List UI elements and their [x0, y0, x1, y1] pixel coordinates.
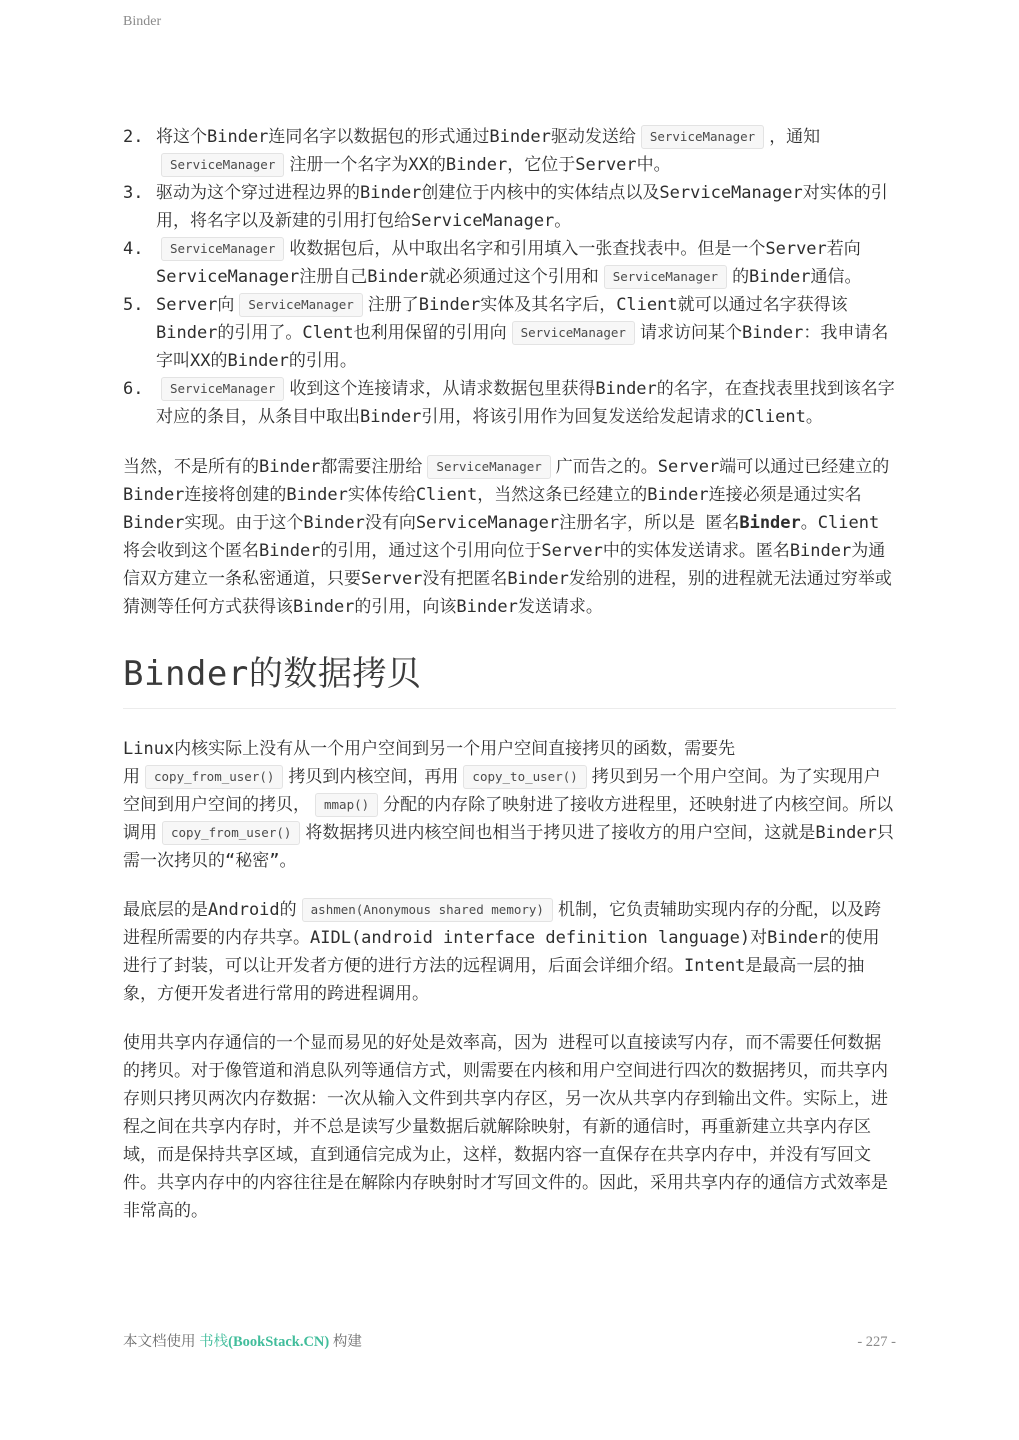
inline-code-chip: ServiceManager	[239, 293, 362, 317]
inline-code-chip: ServiceManager	[161, 153, 284, 177]
list-item-marker: 3.	[123, 183, 144, 203]
list-item-text: 将这个Binder连同名字以数据包的形式通过Binder驱动发送给 ServiceManager ，通知ServiceManager 注册一个名字为XX的Binder，它位于Server中。	[156, 127, 821, 175]
inline-code-chip: ServiceManager	[427, 455, 550, 479]
list-item	[123, 179, 896, 235]
document-content	[123, 123, 896, 1225]
footer-prefix: 本文档使用	[123, 1334, 200, 1350]
page-footer	[123, 1330, 896, 1351]
list-item-text: 驱动为这个穿过进程边界的Binder创建位于内核中的实体结点以及ServiceManager对实体的引用，将名字以及新建的引用打包给ServiceManager。	[156, 183, 888, 231]
brand-cn: 书栈	[199, 1334, 229, 1350]
list-item-marker: 2.	[123, 127, 144, 147]
list-item	[123, 123, 896, 179]
inline-code-chip: copy_to_user()	[463, 765, 586, 789]
footer-suffix: 构建	[329, 1334, 362, 1350]
inline-code-chip: copy_from_user()	[162, 821, 300, 845]
list-item-text: ServiceManager 收数据包后，从中取出名字和引用填入一张查找表中。但是一个Server若向ServiceManager注册自己Binder就必须通过这个引用和 ServiceManager 的Binder通信。	[156, 239, 862, 287]
list-item-text: Server向 ServiceManager 注册了Binder实体及其名字后，Client就可以通过名字获得该Binder的引用了。Clent也利用保留的引用向 ServiceManager 请求访问某个Binder：我申请名字叫XX的Binder的引用。	[156, 295, 889, 371]
paragraph: 使用共享内存通信的一个显而易见的好处是效率高，因为 进程可以直接读写内存，而不需要任何数据的拷贝。对于像管道和消息队列等通信方式，则需要在内核和用户空间进行四次的数据拷贝，而共享内存则只拷贝两次内存数据：一次从输入文件到共享内存区，另一次从共享内存到输出文件。实际上，进程之间在共享内存时，并不总是读写少量数据后就解除映射，有新的通信时，再重新建立共享内存区域，而是保持共享区域，直到通信完成为止，这样，数据内容一直保存在共享内存中，并没有写回文件。共享内存中的内容往往是在解除内存映射时才写回文件的。因此，采用共享内存的通信方式效率是非常高的。	[123, 1033, 888, 1221]
paragraph: 最底层的是Android的 ashmen(Anonymous shared memory) 机制，它负责辅助实现内存的分配，以及跨进程所需要的内存共享。AIDL(android interface definition language)对Binder的使用进行了封装，可以让开发者方便的进行方法的远程调用，后面会详细介绍。Intent是最高一层的抽象，方便开发者进行常用的跨进程调用。	[123, 900, 881, 1004]
ordered-list	[123, 123, 896, 431]
inline-code-chip: ServiceManager	[161, 237, 284, 261]
running-header-title: Binder	[123, 14, 162, 29]
inline-code-chip: ServiceManager	[604, 265, 727, 289]
bold-text: Binder	[739, 513, 801, 533]
paragraph: 当然，不是所有的Binder都需要注册给 ServiceManager 广而告之的。Server端可以通过已经建立的Binder连接将创建的Binder实体传给Client，当然这条已经建立的Binder连接必须是通过实名Binder实现。由于这个Binder没有向ServiceManager注册名字，所以是 匿名Binder。Client将会收到这个匿名Binder的引用，通过这个引用向位于Server中的实体发送请求。匿名Binder为通信双方建立一条私密通道，只要Server没有把匿名Binder发给别的进程，别的进程就无法通过穷举或猜测等任何方式获得该Binder的引用，向该Binder发送请求。	[123, 457, 892, 617]
footer-build-note	[123, 1330, 362, 1351]
inline-code-chip: ServiceManager	[512, 321, 635, 345]
paragraph: Linux内核实际上没有从一个用户空间到另一个用户空间直接拷贝的函数，需要先 用 copy_from_user() 拷贝到内核空间，再用 copy_to_user() 拷贝到另一个用户空间。为了实现用户空间到用户空间的拷贝， mmap() 分配的内存除了映射进了接收方进程里，还映射进了内核空间。所以调用 copy_from_user() 将数据拷贝进内核空间也相当于拷贝进了接收方的用户空间，这就是Binder只需一次拷贝的“秘密”。	[123, 739, 894, 871]
list-item-marker: 6.	[123, 379, 144, 399]
inline-code-chip: copy_from_user()	[145, 765, 283, 789]
inline-code-chip: ashmen(Anonymous shared memory)	[302, 898, 553, 922]
page-number: - 227 -	[857, 1334, 896, 1350]
list-item-marker: 4.	[123, 239, 144, 259]
list-item	[123, 235, 896, 291]
bookstack-brand-link[interactable]	[199, 1334, 329, 1350]
list-item-text: ServiceManager 收到这个连接请求，从请求数据包里获得Binder的名字，在查找表里找到该名字对应的条目，从条目中取出Binder引用，将该引用作为回复发送给发起请求的Client。	[156, 379, 895, 427]
list-item	[123, 375, 896, 431]
inline-code-chip: mmap()	[315, 793, 378, 817]
list-item-marker: 5.	[123, 295, 144, 315]
inline-code-chip: ServiceManager	[641, 125, 764, 149]
brand-en: (BookStack.CN)	[228, 1334, 330, 1350]
list-item	[123, 291, 896, 375]
inline-code-chip: ServiceManager	[161, 377, 284, 401]
section-heading: Binder的数据拷贝	[123, 653, 896, 709]
